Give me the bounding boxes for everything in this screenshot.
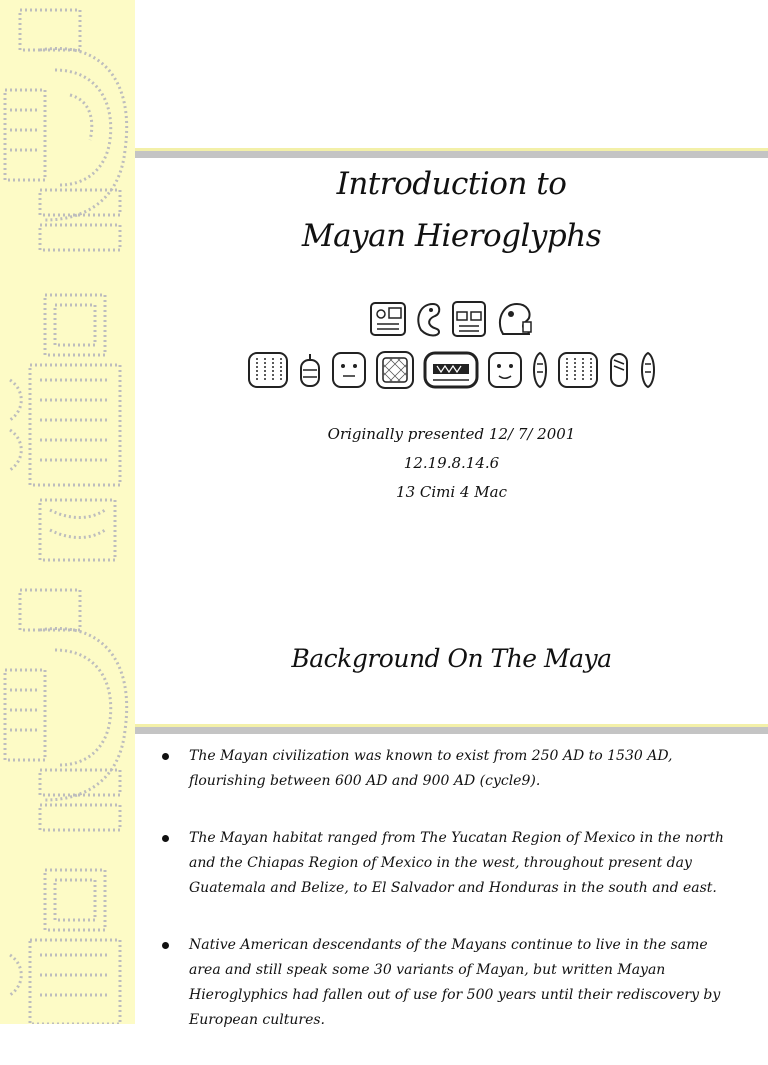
mayan-glyph-icon	[423, 350, 479, 390]
mayan-glyph-icon	[369, 300, 407, 338]
mayan-glyph-icon	[247, 350, 289, 390]
title-line-2: Mayan Hieroglyphs	[301, 218, 602, 254]
mayan-glyph-icon	[639, 350, 657, 390]
glyph-row-top	[135, 300, 768, 338]
list-item: The Mayan habitat ranged from The Yucatan Region of Mexico in the north and the Chiapas Region of Mexico in the west, throughout present day Guatemala and Belize, to El Salvador and Honduras in the south and east.	[159, 826, 739, 901]
presentation-info	[135, 420, 768, 507]
slide-title	[135, 0, 768, 512]
calendar-round-date: 13 Cimi 4 Mac	[396, 483, 507, 501]
mayan-glyph-icon	[375, 350, 415, 390]
bullet-list	[159, 744, 739, 1065]
mayan-glyph-icon	[297, 350, 323, 390]
mayan-glyph-icon	[607, 350, 631, 390]
mayan-glyph-icon	[557, 350, 599, 390]
glyph-row-bottom	[135, 350, 768, 390]
long-count-date: 12.19.8.14.6	[403, 454, 500, 472]
mayan-glyph-icon	[487, 350, 523, 390]
presented-date: Originally presented 12/ 7/ 2001	[327, 425, 576, 443]
section-rule	[135, 724, 768, 734]
title-line-1: Introduction to	[336, 166, 567, 202]
header-rule	[135, 148, 768, 158]
mayan-glyph-icon	[495, 300, 535, 338]
list-item: Native American descendants of the Mayans continue to live in the same area and still speak some 30 variants of Mayan, but written Mayan Hieroglyphics had fallen out of use for 500 years until their rediscovery by European cultures.	[159, 933, 739, 1033]
section-heading: Background On The Maya	[291, 644, 612, 673]
sidebar-glyph-art	[0, 0, 135, 1024]
mayan-glyph-column-art	[0, 0, 135, 1024]
mayan-glyph-icon	[451, 300, 487, 338]
mayan-glyph-icon	[331, 350, 367, 390]
page-title	[135, 158, 768, 262]
mayan-glyph-icon	[415, 300, 443, 338]
list-item: The Mayan civilization was known to exist from 250 AD to 1530 AD, flourishing between 600 AD and 900 AD (cycle9).	[159, 744, 739, 794]
mayan-glyph-icon	[531, 350, 549, 390]
slide-background	[135, 512, 768, 1028]
